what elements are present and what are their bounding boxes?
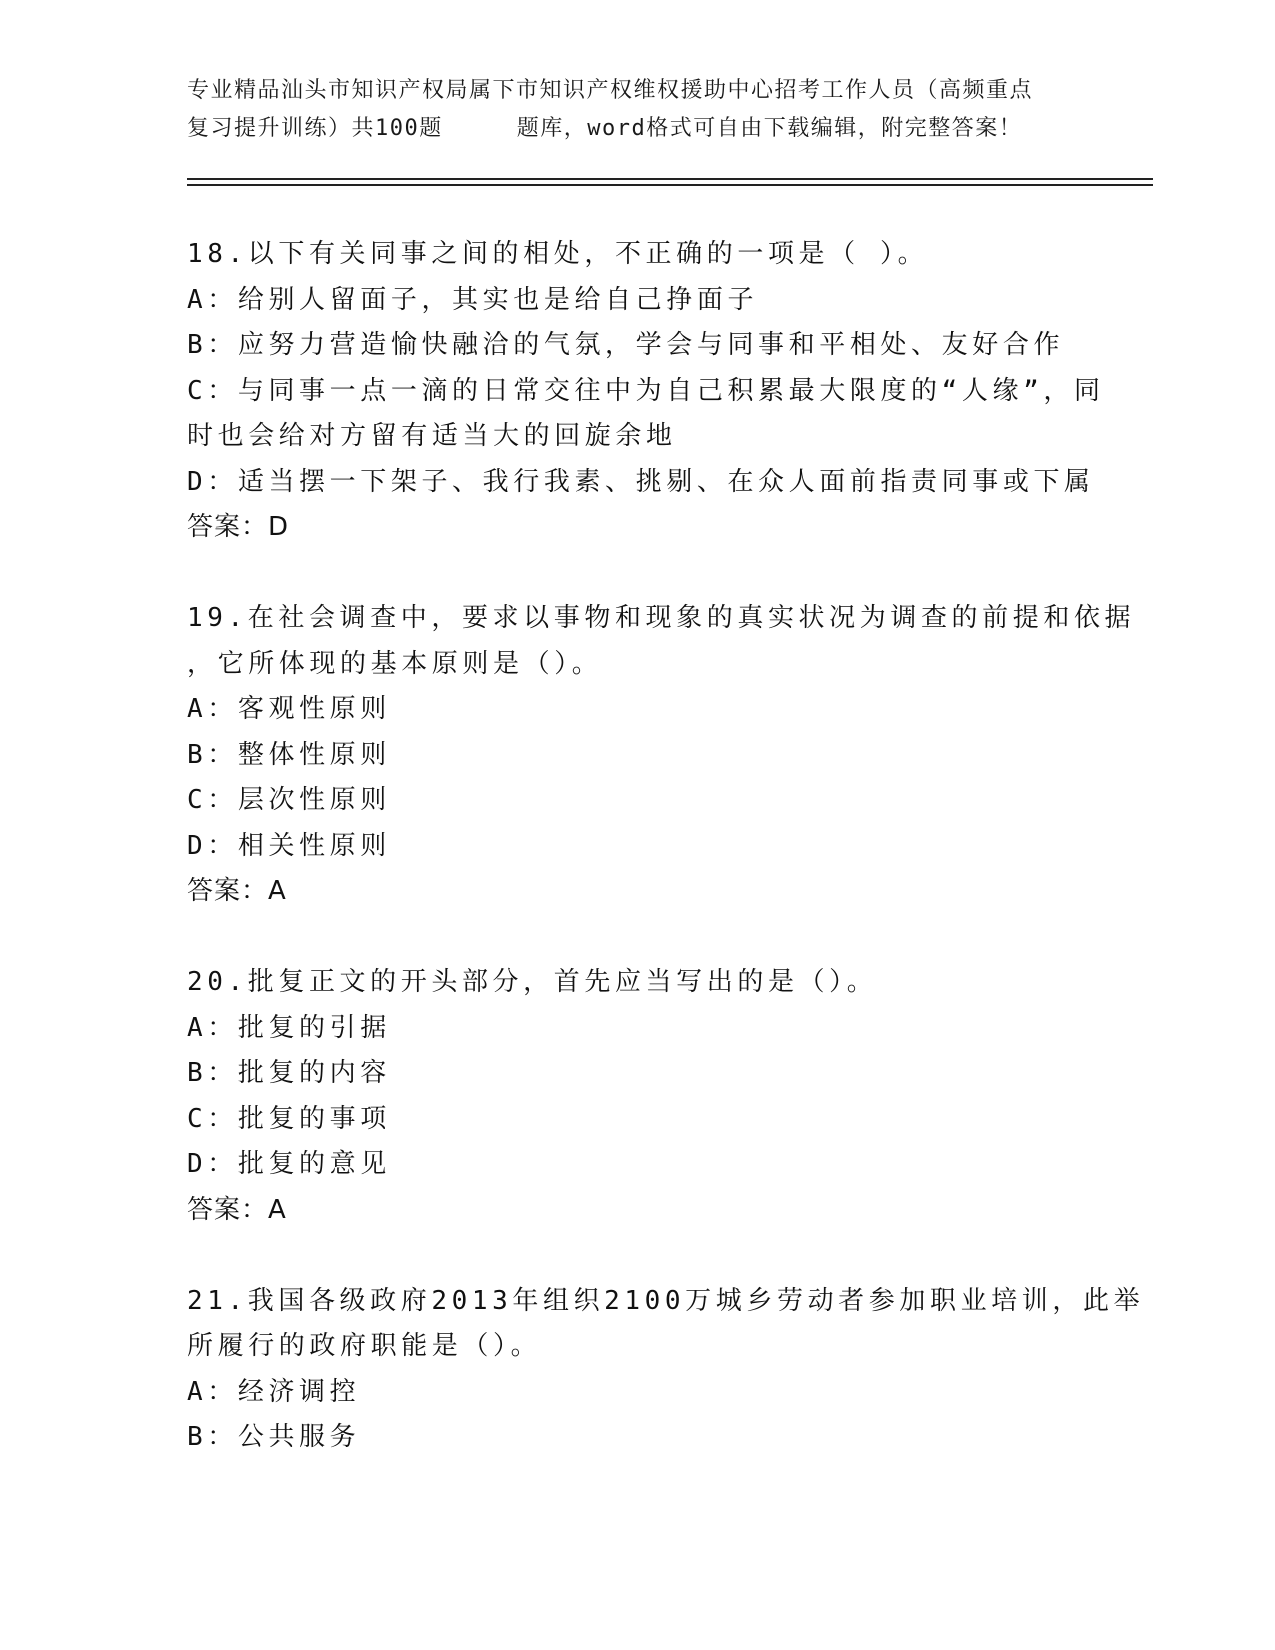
option-d: D：适当摆一下架子、我行我素、挑剔、在众人面前指责同事或下属 — [187, 466, 1095, 497]
question-20 — [187, 960, 1087, 1233]
option-b: B：整体性原则 — [187, 739, 391, 770]
option-a: A：经济调控 — [187, 1376, 361, 1407]
header-divider-bottom — [187, 184, 1153, 186]
option-c: C：与同事一点一滴的日常交往中为自己积累最大限度的“人缘”，同 — [187, 375, 1105, 406]
answer-label: 答案：D — [187, 512, 290, 542]
question-stem: 20.批复正文的开头部分，首先应当写出的是（）。 — [187, 967, 878, 997]
option-d: D：相关性原则 — [187, 830, 391, 861]
option-b: B：应努力营造愉快融洽的气氛，学会与同事和平相处、友好合作 — [187, 330, 1065, 360]
answer-label: 答案：A — [187, 1194, 287, 1225]
option-b: B：批复的内容 — [187, 1058, 391, 1088]
question-stem: 18.以下有关同事之间的相处，不正确的一项是（ ）。 — [187, 239, 929, 269]
question-list — [187, 232, 1145, 1507]
header-divider-top — [187, 178, 1153, 180]
question-19 — [187, 596, 1136, 914]
option-b: B：公共服务 — [187, 1422, 361, 1452]
header-title-line-2-right: 题库，word格式可自由下载编辑，附完整答案！ — [516, 116, 1023, 141]
header-title-line-1: 专业精品汕头市知识产权局属下市知识产权维权援助中心招考工作人员（高频重点 — [187, 78, 1034, 103]
header-title-line-2 — [187, 110, 1087, 148]
option-a: A：给别人留面子，其实也是给自己挣面子 — [187, 284, 759, 315]
option-c: C：层次性原则 — [187, 785, 391, 815]
option-c: C：批复的事项 — [187, 1103, 391, 1134]
question-stem-continued: ，它所体现的基本原则是（）。 — [187, 648, 603, 679]
answer-label: 答案：A — [187, 876, 287, 906]
header-title-line-2-left: 复习提升训练）共100题 — [187, 116, 443, 141]
option-a: A：批复的引据 — [187, 1012, 391, 1043]
question-stem: 19.在社会调查中，要求以事物和现象的真实状况为调查的前提和依据 — [187, 603, 1136, 633]
question-stem: 21.我国各级政府2013年组织2100万城乡劳动者参加职业培训，此举 — [187, 1285, 1145, 1316]
option-c-continued: 时也会给对方留有适当大的回旋余地 — [187, 421, 677, 451]
option-d: D：批复的意见 — [187, 1149, 391, 1179]
document-header — [187, 72, 1087, 148]
option-a: A：客观性原则 — [187, 694, 391, 724]
question-stem-continued: 所履行的政府职能是（）。 — [187, 1331, 542, 1361]
question-21 — [187, 1279, 1145, 1461]
question-18 — [187, 232, 1105, 550]
